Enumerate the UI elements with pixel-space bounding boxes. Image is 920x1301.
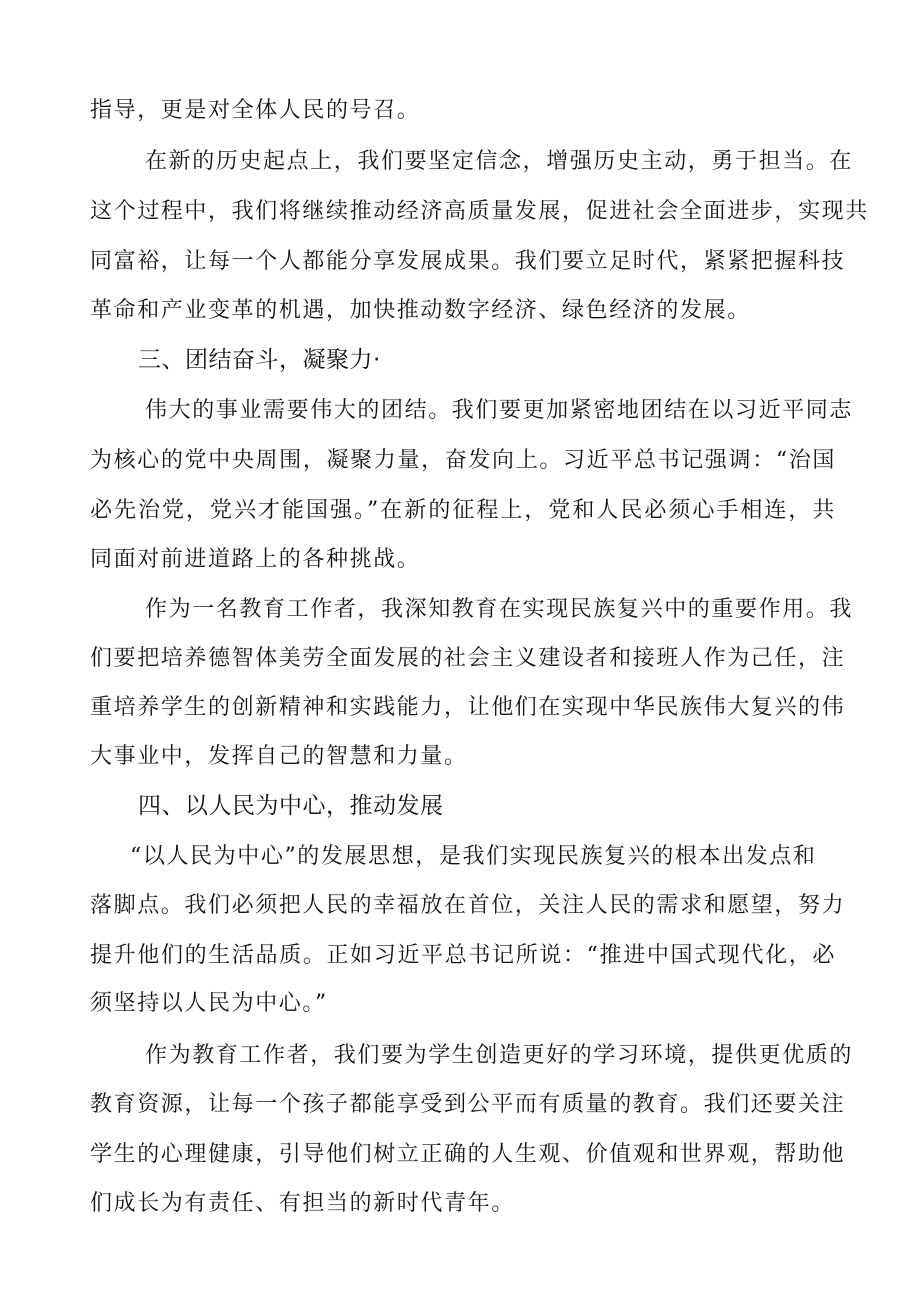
paragraph-line: 重培养学生的创新精神和实践能力，让他们在实现中华民族伟大复兴的伟 [90, 695, 846, 720]
paragraph-line: 同面对前进道路上的各种挑战。 [90, 547, 421, 572]
paragraph-line: 们要把培养德智体美劳全面发展的社会主义建设者和接班人作为己任，注 [90, 646, 846, 671]
paragraph-line: 大事业中，发挥自己的智慧和力量。 [90, 744, 468, 769]
paragraph-line: 落脚点。我们必须把人民的幸福放在首位，关注人民的需求和愿望，努力 [90, 893, 846, 918]
paragraph-line: “以人民为中心”的发展思想，是我们实现民族复兴的根本出发点和 [130, 844, 817, 869]
paragraph-line: 伟大的事业需要伟大的团结。我们要更加紧密地团结在以习近平同志 [145, 398, 854, 423]
paragraph-line: 教育资源，让每一个孩子都能享受到公平而有质量的教育。我们还要关注 [90, 1092, 846, 1117]
paragraph-line: 提升他们的生活品质。正如习近平总书记所说：“推进中国式现代化，必 [90, 943, 836, 968]
paragraph-line: 这个过程中，我们将继续推动经济高质量发展，促进社会全面进步，实现共 [90, 199, 869, 224]
paragraph-line: 作为教育工作者，我们要为学生创造更好的学习环境，提供更优质的 [145, 1043, 854, 1068]
paragraph-line: 指导，更是对全体人民的号召。 [90, 98, 421, 123]
paragraph-line: 作为一名教育工作者，我深知教育在实现民族复兴中的重要作用。我 [145, 597, 854, 622]
paragraph-line: 在新的历史起点上，我们要坚定信念，增强历史主动，勇于担当。在 [145, 149, 854, 174]
paragraph-line: 们成长为有责任、有担当的新时代青年。 [90, 1191, 515, 1216]
paragraph-line: 学生的心理健康，引导他们树立正确的人生观、价值观和世界观，帮助他 [90, 1142, 846, 1167]
section-heading: 三、团结奋斗，凝聚力· [138, 347, 381, 373]
paragraph-line: 为核心的党中央周围，凝聚力量，奋发向上。习近平总书记强调：“治国 [90, 448, 836, 473]
paragraph-line: 须坚持以人民为中心。” [90, 991, 328, 1016]
section-heading: 四、以人民为中心，推动发展 [138, 793, 444, 819]
paragraph-line: 同富裕，让每一个人都能分享发展成果。我们要立足时代，紧紧把握科技 [90, 249, 846, 274]
paragraph-line: 必先治党，党兴才能国强。”在新的征程上，党和人民必须心手相连，共 [90, 498, 836, 523]
paragraph-line: 革命和产业变革的机遇，加快推动数字经济、绿色经济的发展。 [90, 298, 751, 323]
